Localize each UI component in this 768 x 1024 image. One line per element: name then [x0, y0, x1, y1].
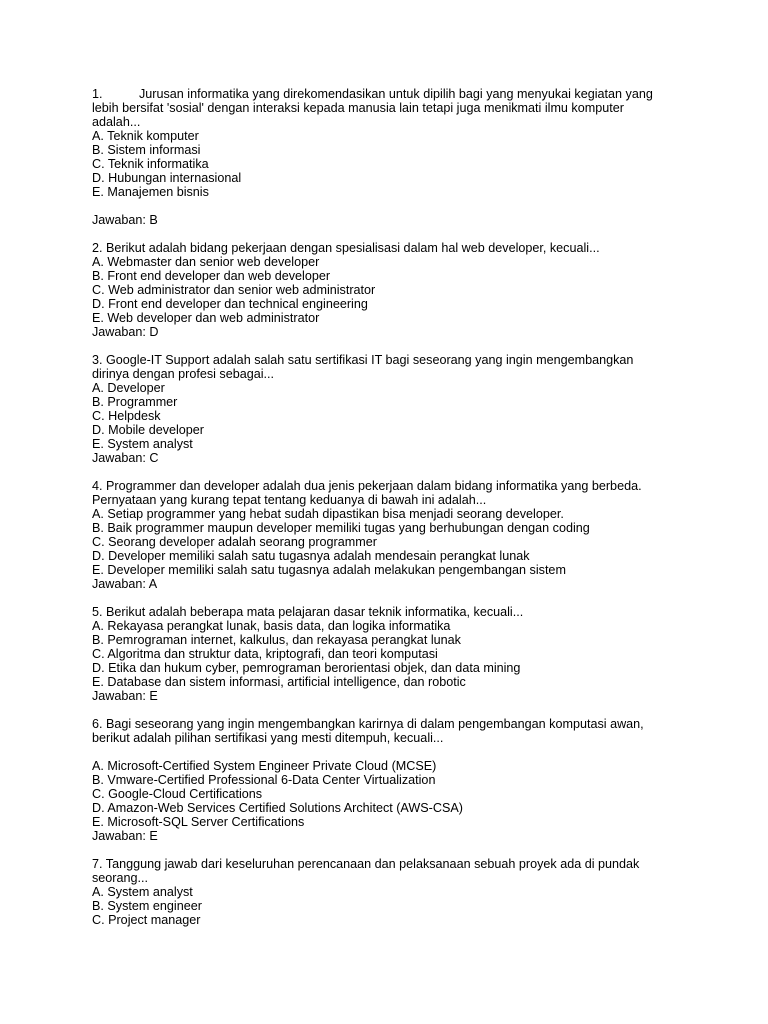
question-6-text: 6. Bagi seseorang yang ingin mengembangkan karirnya di dalam pengembangan komputasi awan, berikut adalah pilihan sertifikasi yang mesti ditempuh, kecuali... [92, 717, 644, 745]
question-2-option-b: B. Front end developer dan web developer [92, 269, 331, 283]
question-4-option-c: C. Seorang developer adalah seorang programmer [92, 535, 377, 549]
question-6-option-e: E. Microsoft-SQL Server Certifications [92, 815, 305, 829]
question-4-option-a: A. Setiap programmer yang hebat sudah dipastikan bisa menjadi seorang developer. [92, 507, 564, 521]
question-3-option-d: D. Mobile developer [92, 423, 205, 437]
question-3-text: 3. Google-IT Support adalah salah satu sertifikasi IT bagi seseorang yang ingin mengembangkan dirinya dengan profesi sebagai... [92, 353, 634, 381]
question-7-option-c: C. Project manager [92, 913, 201, 927]
question-1-option-e: E. Manajemen bisnis [92, 185, 209, 199]
question-4-answer: Jawaban: A [92, 577, 158, 591]
question-2-option-c: C. Web administrator dan senior web administrator [92, 283, 376, 297]
question-4-text: 4. Programmer dan developer adalah dua jenis pekerjaan dalam bidang informatika yang berbeda. Pernyataan yang kurang tepat tentang keduanya di bawah ini adalah... [92, 479, 642, 507]
question-3-option-a: A. Developer [92, 381, 165, 395]
question-1-option-c: C. Teknik informatika [92, 157, 209, 171]
question-4-option-e: E. Developer memiliki salah satu tugasnya adalah melakukan pengembangan sistem [92, 563, 566, 577]
question-1-body: Jurusan informatika yang direkomendasikan untuk dipilih bagi yang menyukai kegiatan yang lebih bersifat 'sosial' dengan interaksi kepada manusia lain tetapi juga menikmati ilmu komputer adalah... [92, 87, 653, 129]
question-2 [92, 241, 672, 339]
question-5-option-c: C. Algoritma dan struktur data, kriptografi, dan teori komputasi [92, 647, 438, 661]
question-3-option-c: C. Helpdesk [92, 409, 161, 423]
question-6-option-a: A. Microsoft-Certified System Engineer Private Cloud (MCSE) [92, 759, 437, 773]
question-6-spacer [92, 745, 672, 759]
question-7-option-b: B. System engineer [92, 899, 202, 913]
question-6 [92, 717, 672, 843]
question-2-option-e: E. Web developer dan web administrator [92, 311, 320, 325]
question-4-option-d: D. Developer memiliki salah satu tugasnya adalah mendesain perangkat lunak [92, 549, 530, 563]
question-2-text: 2. Berikut adalah bidang pekerjaan dengan spesialisasi dalam hal web developer, kecuali... [92, 241, 600, 255]
question-1-number: 1. [92, 87, 103, 101]
question-1 [92, 87, 672, 227]
question-1-answer: Jawaban: B [92, 213, 158, 227]
document-page [92, 87, 672, 941]
question-6-answer: Jawaban: E [92, 829, 158, 843]
question-1-option-a: A. Teknik komputer [92, 129, 199, 143]
question-7-text: 7. Tanggung jawab dari keseluruhan perencanaan dan pelaksanaan sebuah proyek ada di pundak seorang... [92, 857, 640, 885]
question-5 [92, 605, 672, 703]
question-5-option-e: E. Database dan sistem informasi, artificial intelligence, dan robotic [92, 675, 466, 689]
question-1-option-d: D. Hubungan internasional [92, 171, 242, 185]
question-4-option-b: B. Baik programmer maupun developer memiliki tugas yang berhubungan dengan coding [92, 521, 590, 535]
question-5-text: 5. Berikut adalah beberapa mata pelajaran dasar teknik informatika, kecuali... [92, 605, 524, 619]
question-1-spacer [92, 199, 672, 213]
question-3-option-e: E. System analyst [92, 437, 193, 451]
question-5-option-d: D. Etika dan hukum cyber, pemrograman berorientasi objek, dan data mining [92, 661, 521, 675]
question-3-option-b: B. Programmer [92, 395, 178, 409]
question-1-option-b: B. Sistem informasi [92, 143, 201, 157]
question-6-option-c: C. Google-Cloud Certifications [92, 787, 263, 801]
question-2-option-a: A. Webmaster dan senior web developer [92, 255, 320, 269]
question-1-text [92, 87, 672, 129]
question-5-option-b: B. Pemrograman internet, kalkulus, dan rekayasa perangkat lunak [92, 633, 461, 647]
question-7-option-a: A. System analyst [92, 885, 193, 899]
question-5-answer: Jawaban: E [92, 689, 158, 703]
question-3-answer: Jawaban: C [92, 451, 159, 465]
question-2-answer: Jawaban: D [92, 325, 159, 339]
question-7 [92, 857, 672, 927]
question-3 [92, 353, 672, 465]
question-4 [92, 479, 672, 591]
question-6-option-d: D. Amazon-Web Services Certified Solutions Architect (AWS-CSA) [92, 801, 463, 815]
question-2-option-d: D. Front end developer dan technical engineering [92, 297, 368, 311]
question-5-option-a: A. Rekayasa perangkat lunak, basis data, dan logika informatika [92, 619, 451, 633]
question-6-option-b: B. Vmware-Certified Professional 6-Data Center Virtualization [92, 773, 436, 787]
